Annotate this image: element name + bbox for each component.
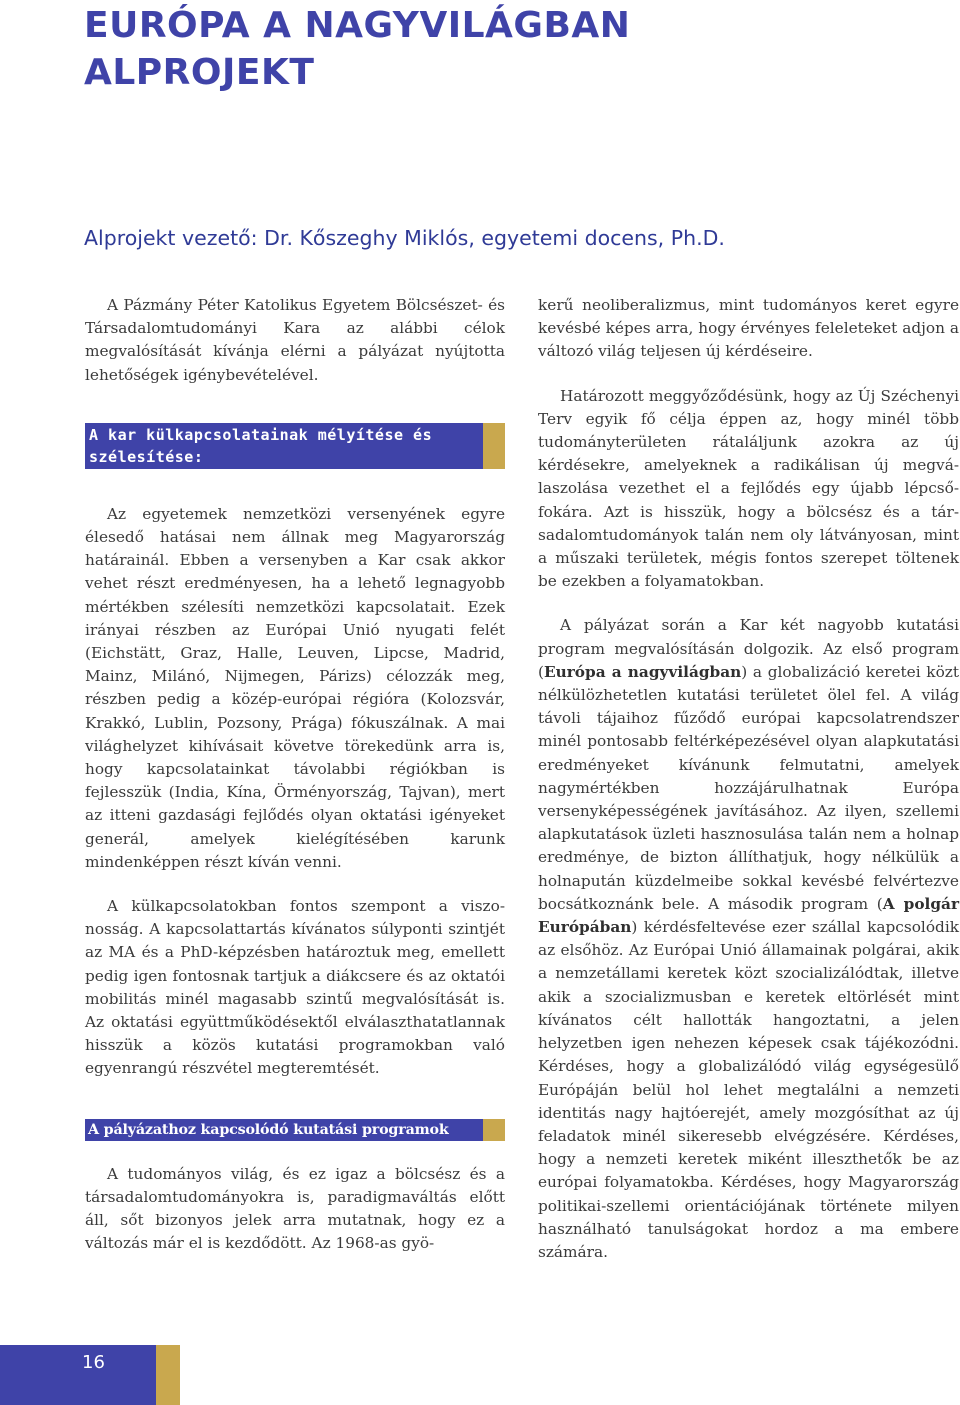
intro-paragraph: A Pázmány Péter Katolikus Egyetem Bölcsészet- és Társadalomtudományi Kara az alábbi célok megvalósítását kívánja elérni a pályázat nyújtotta lehetőségek igénybevételével. [85, 296, 505, 384]
reciprocity-paragraph: A külkapcsolatokban fontos szempont a viszonosság. A kapcsolattartás kívánatos súlyponti szintjét az MA és a PhD-képzésben határoztuk meg, emellett pedig igen fontosnak tartjuk a diákcsere és az oktatói mobilitás minél magasabb szintű megvalósítását is. Az oktatási együttműködésektől elválaszthatatlannak hisszük a közös kutatási programokban való egyenrangú részvétel megteremtését. [85, 897, 505, 1078]
programs-paragraph [538, 614, 959, 1264]
page-title [84, 2, 904, 96]
footer-block [0, 1345, 156, 1405]
relations-paragraph: Az egyetemek nemzetközi versenyének egyre élesedő hatásai nem állnak meg Magyarország határainál. Ebben a versenyben a Kar csak akkor vehet részt eredményesen, ha a lehető legnagyobb mértékben szélesíti nemzetközi kapcsolatait. Ezek irányai részben az Európai Unió nyugati felét (Eichstätt, Graz, Halle, Leuven, Lipcse, Madrid, Mainz, Milánó, Nijmegen, Párizs) célozzák meg, részben pedig a közép-európai régióra (Kolozsvár, Krakkó, Lublin, Pozsony, Prága) fókuszálnak. A mai világhelyzet kihívásait követve törekedünk arra is, hogy kapcsolatainkat távolabbi régiókban is fejlesszük (India, Kína, Örményország, Tajvan), mert az itteni gazdasági fejlődés olyan oktatási igényeket generál, amelyek kielégítésében karunk mindenképpen részt kíván venni. [85, 504, 505, 871]
paradigm-paragraph: A tudományos világ, és ez igaz a bölcsész és a társadalomtudományokra is, paradigmaváltás előtt áll, sőt bizonyos jelek arra mutatnak, hogy ez a változás már el is kezdődött. Az 1968-as gyö- [85, 1164, 505, 1253]
footer-accent [156, 1345, 180, 1405]
programs-text-a: A pályázat során a Kar két nagyobb kutatási program megvalósításán dolgozik. Az első program ( [538, 616, 959, 681]
left-column [85, 294, 505, 1256]
program-europe-name: Európa a nagyvilágban [543, 662, 742, 681]
page-number: 16 [82, 1352, 105, 1373]
program-citizen-name: A polgár Európában [538, 894, 959, 937]
subproject-leader: Alprojekt vezető: Dr. Kőszeghy Miklós, egyetemi docens, Ph.D. [84, 226, 725, 250]
heading-accent-stripe [483, 423, 505, 469]
heading-accent-stripe [483, 1119, 505, 1141]
programs-text-b: ) a globalizáció keretei közt nélkülözhetetlen kutatási területet ölel fel. A világ távoli tájaihoz fűződő európai kapcsolatrendszer minél pontosabb feltérképezésével olyan alapkutatási eredményeket kívánunk felmutatni, amelyek nagymértékben hozzájárulhatnak Európa versenyképességének javításához. Az ilyen, szellemi alapkutatások üzleti hasznosulása talán nem a holnap eredménye, de bizton állíthatjuk, hogy nélkülük a holnapután küzdelmeibe sokkal kevésbé felvértezve bocsátkoznánk bele. A második program ( [538, 662, 959, 913]
page-title-line2: ALPROJEKT [84, 52, 315, 93]
section-heading-text: A pályázathoz kapcsolódó kutatási programok [88, 1121, 449, 1138]
section-heading-research [85, 1119, 505, 1141]
section-heading-relations [85, 423, 505, 469]
szechenyi-paragraph: Határozott meggyőződésünk, hogy az Új Széchenyi Terv egyik fő célja éppen az, hogy minél több tudományterületen rátaláljunk azokra az új kérdésekre, amelyeknek a radikálisan új megválaszolása vezethet el a fejlődés egy újabb lépcsőfokára. Azt is hisszük, hogy a bölcsész és a társadalomtudományok talán nem oly látványosan, mint a műszaki területek, mégis fontos szerepet töltenek be ezekben a folyamatokban. [538, 386, 959, 591]
right-column [538, 294, 959, 1264]
neoliberalism-paragraph: kerű neoliberalizmus, mint tudományos keret egyre kevésbé képes arra, hogy érvényes feleleteket adjon a változó világ teljesen új kérdéseire. [538, 296, 959, 361]
programs-text-c: ) kérdésfeltevése ezer szállal kapcsolódik az elsőhöz. Az Európai Unió államainak polgárai, akik a nemzetállami keretek közt szocializálódtak, illetve akik a szocializmusban e keretek eltörlését mint kívánatos célt hallották hangoztatni, a jelen helyzetben igen nehezen képesek csak tájékozódni. Kérdéses, hogy a globalizálódó világ egységesülő Európáján belül hol lehet megtalálni a nemzeti identitás nagy hajtóerejét, amely mozgósíthat az új feladatok minél sikeresebb elvégzésére. Kérdéses, hogy a nemzeti keretek miként illeszthetők be az európai folyamatokba. Kérdéses, hogy Magyarország politikai-szellemi orientációjának története milyen használható tanulságokat hordoz a ma embere számára. [538, 918, 959, 1261]
section-heading-text: A kar külkapcsolatainak mélyítése és szélesítése: [89, 425, 433, 466]
page-title-line1: EURÓPA A NAGYVILÁGBAN [84, 5, 631, 46]
